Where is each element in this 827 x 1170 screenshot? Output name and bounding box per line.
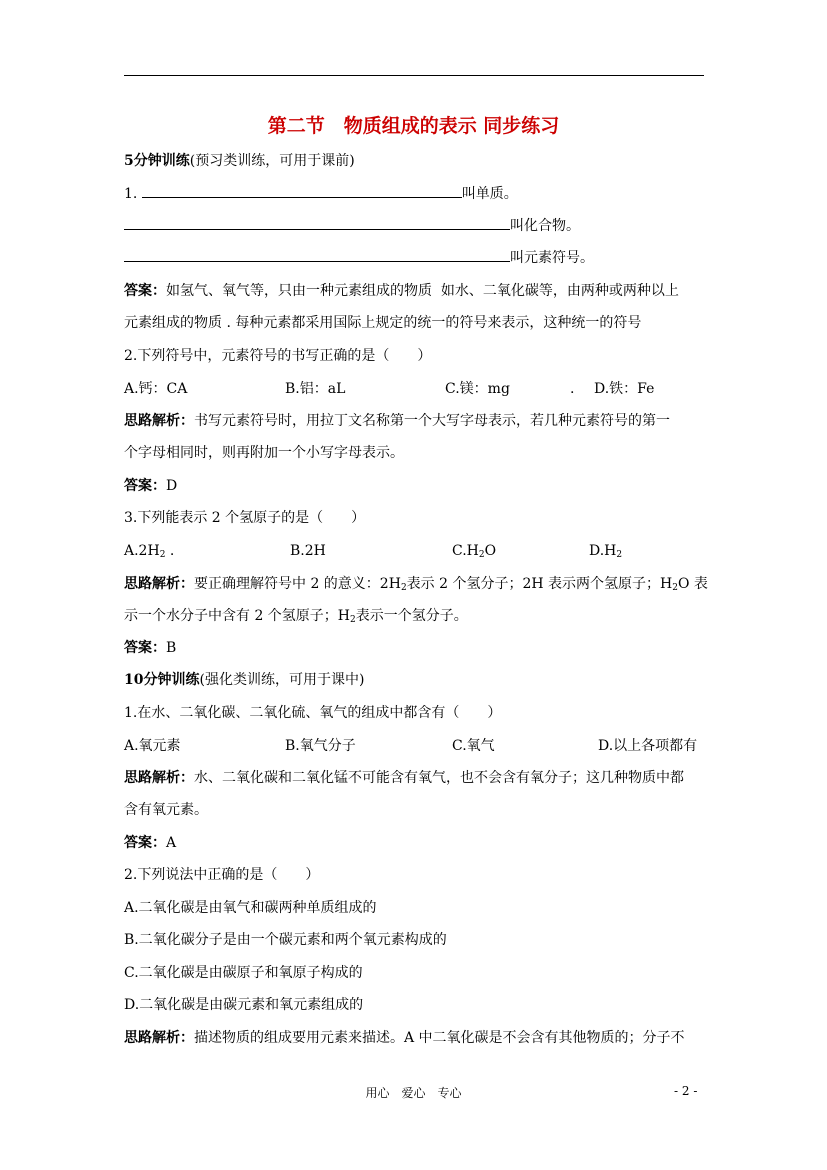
q2-option-b: B.铝：aL [285,381,346,397]
explanation-text: 要正确理解符号中 2 的意义：2H [194,576,401,592]
q2-option-d: D.铁：Fe [594,381,655,397]
s10-q1-stem: 1.在水、二氧化碳、二氧化硫、氧气的组成中都含有（ ） [124,705,502,721]
answer-text: D [166,478,178,494]
section-heading-10min [124,670,714,690]
q1-answer-1 [124,281,714,301]
blank-line [124,217,510,230]
explanation-text: 水、二氧化碳和二氧化锰不可能含有氧气，也不会含有氧分子；这几种物质中都 [194,770,684,786]
option-text: O [484,543,497,559]
s10-q1-option-c: C.氧气 [452,738,495,754]
s10-q2-explanation-1 [124,1028,714,1048]
q2-explanation-2: 个字母相同时，则再附加一个小写字母表示。 [124,445,404,461]
explanation-text: 描述物质的组成要用元素来描述。A 中二氧化碳是不会含有其他物质的；分子不 [194,1030,685,1046]
section-label: 5分钟训练 [124,153,190,169]
section-note: (强化类训练，可用于课中) [199,672,365,688]
q2-option-a: A.钙：CA [124,381,188,397]
s10-q2-option-b: B.二氧化碳分子是由一个碳元素和两个氧元素构成的 [124,932,447,948]
q3-explanation-2 [124,606,714,626]
explanation-text: O 表 [678,576,708,592]
page-number: - 2 - [674,1084,698,1098]
q3-option-d [589,541,622,561]
blank-line [124,249,510,262]
s10-q1-option-a: A.氧元素 [124,738,181,754]
q1-line-2 [124,216,714,236]
q3-option-c [452,541,496,561]
footer-motto: 用心 爱心 专心 [365,1086,462,1100]
explanation-text: 表示 2 个氢分子；2H 表示两个氢原子；H [406,576,673,592]
section-note: (预习类训练，可用于课前) [189,153,355,169]
q1-line-3 [124,248,714,268]
q3-stem: 3.下列能表示 2 个氢原子的是（ ） [124,510,366,526]
s10-q1-option-b: B.氧气分子 [285,738,356,754]
q1-line-1 [124,184,714,204]
answer-text: 元素组成的物质 . 每种元素都采用国际上规定的统一的符号来表示，这种统一的符号 [124,315,642,331]
q1-text: 叫化合物。 [510,218,580,234]
answer-label: 答案： [124,640,166,656]
q1-text: 叫单质。 [461,186,518,202]
subscript: 2 [672,583,678,593]
explanation-label: 思路解析： [124,413,194,429]
explanation-text: 示一个水分子中含有 2 个氢原子；H [124,608,351,624]
blank-line [142,185,462,198]
explanation-label: 思路解析： [124,1030,194,1046]
q3-option-b: B.2H [290,543,326,559]
answer-label: 答案： [124,283,166,299]
header-rule [124,75,704,76]
q2-option-c: C.镁：mg [445,381,510,397]
s10-q1-explanation-1 [124,768,714,788]
explanation-label: 思路解析： [124,576,194,592]
s10-q2-option-c: C.二氧化碳是由碳原子和氧原子构成的 [124,965,363,981]
option-text: A.2H [124,543,160,559]
subscript: 2 [478,550,485,560]
q2-answer [124,476,714,496]
s10-q1-answer [124,833,714,853]
q1-answer-2 [124,313,714,333]
subscript: 2 [400,583,407,593]
s10-q2-stem: 2.下列说法中正确的是（ ） [124,867,320,883]
explanation-label: 思路解析： [124,770,194,786]
q2-explanation-1 [124,411,714,431]
s10-q1-option-d: D.以上各项都有 [598,738,698,754]
subscript: 2 [350,615,356,625]
answer-label: 答案： [124,478,166,494]
answer-text: A [166,835,177,851]
subscript: 2 [159,550,166,560]
answer-label: 答案： [124,835,166,851]
section-heading-5min [124,151,714,171]
explanation-text: 表示一个氢分子。 [355,608,468,624]
q3-explanation-1 [124,574,714,594]
answer-text: B [166,640,177,656]
q3-answer [124,638,714,658]
s10-q2-option-d: D.二氧化碳是由碳元素和氧元素组成的 [124,997,364,1013]
q1-number: 1. [124,186,142,202]
s10-q1-explanation-2: 含有氧元素。 [124,802,208,818]
q1-text: 叫元素符号。 [510,250,594,266]
q3-option-a [124,541,174,561]
q2-stray-dot: . [570,381,575,397]
page-title: 第二节 物质组成的表示 同步练习 [267,115,560,137]
q2-stem: 2.下列符号中，元素符号的书写正确的是（ ） [124,348,432,364]
answer-text: 如氢气、氧气等，只由一种元素组成的物质 如水、二氧化碳等，由两种或两种以上 [166,283,679,299]
option-text: . [165,543,175,559]
explanation-text: 书写元素符号时，用拉丁文名称第一个大写字母表示，若几种元素符号的第一 [194,413,670,429]
s10-q2-option-a: A.二氧化碳是由氧气和碳两种单质组成的 [124,900,377,916]
subscript: 2 [616,550,623,560]
option-text: D.H [589,543,617,559]
option-text: C.H [452,543,479,559]
section-label: 10分钟训练 [124,672,200,688]
